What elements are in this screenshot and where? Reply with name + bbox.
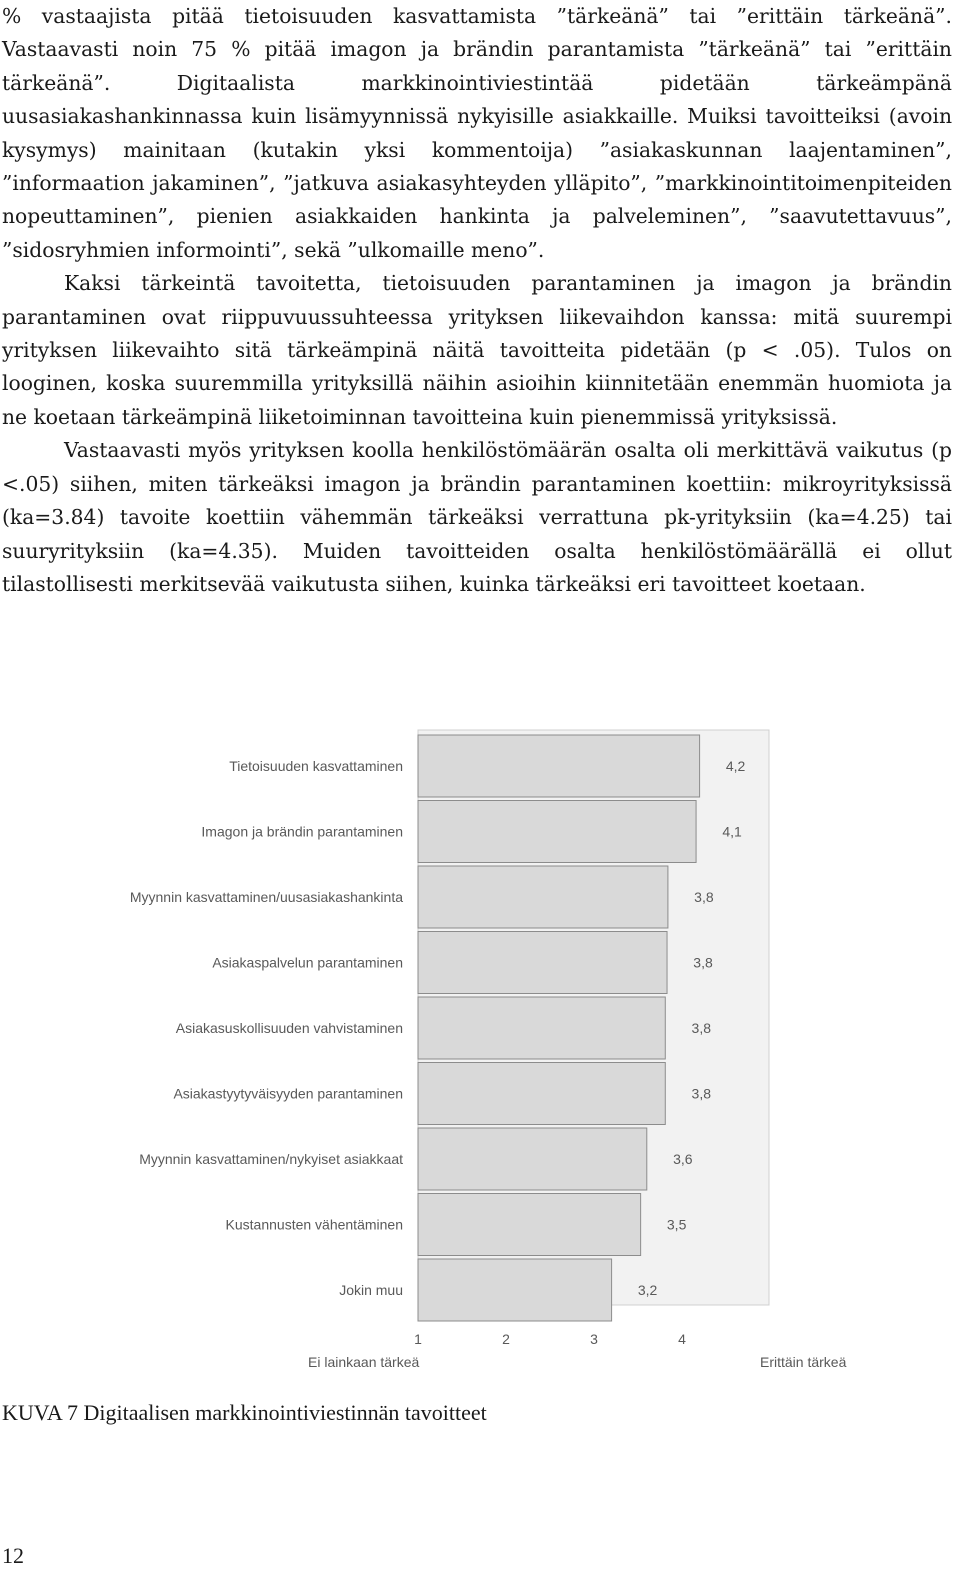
bar-8 [418,1194,641,1256]
data-label-6: 3,8 [691,1085,712,1102]
data-label-9: 3,2 [637,1282,658,1298]
x-tick-2: 2 [502,1331,510,1347]
bar-3 [418,866,668,928]
category-label-9: Jokin muu [339,1282,403,1298]
bar-chart-svg [108,727,847,1377]
category-label-1: Tietoisuuden kasvattaminen [229,758,403,774]
paragraph-2: Kaksi tärkeintä tavoitetta, tietoisuuden parantaminen ja imagon ja brändin parantaminen ovat riippuvuussuhteessa yrityksen liikevaihdon kanssa: mitä suurempi yrityksen liikevaihto sitä tärkeämpinä näitä tavoitteita pidetään (p < .05). Tulos on looginen, koska suuremmilla yrityksillä näihin asioihin kiinnitetään enemmän huomiota ja ne koetaan tärkeämpinä liiketoiminnan tavoitteina kuin pienemmissä yrityksissä. [2,271,952,429]
bar-6 [418,1063,665,1125]
x-tick-1: 1 [414,1331,422,1347]
x-tick-3: 3 [590,1331,598,1347]
data-label-4: 3,8 [693,954,713,971]
data-label-3: 3,8 [694,889,714,905]
bar-7 [418,1128,647,1190]
data-label-5: 3,8 [691,1020,712,1036]
category-label-7: Myynnin kasvattaminen/nykyiset asiakkaat [139,1151,403,1167]
bar-2 [418,801,696,863]
bar-chart [108,727,847,1377]
data-label-2: 4,1 [722,823,742,840]
category-label-2: Imagon ja brändin parantaminen [201,823,403,840]
x-left-label: Ei lainkaan tärkeä [308,1354,420,1370]
data-label-1: 4,2 [725,758,746,774]
figure-caption: KUVA 7 Digitaalisen markkinointiviestinnän tavoitteet [2,1400,487,1425]
paragraph-3: Vastaavasti myös yrityksen koolla henkilöstömäärän osalta oli merkittävä vaikutus (p <.05) siihen, miten tärkeäksi imagon ja brändin parantaminen koettiin: mikroyrityksissä (ka=3.84) tavoite koettiin vähemmän tärkeäksi verrattuna pk-yrityksiin (ka=4.25) tai suuryrityksiin (ka=4.35). Muiden tavoitteiden osalta henkilöstömäärällä ei ollut tilastollisesti merkitsevää vaikutusta siihen, kuinka tärkeäksi eri tavoitteet koetaan. [2,438,952,596]
category-label-3: Myynnin kasvattaminen/uusasiakashankinta [129,889,403,905]
category-label-4: Asiakaspalvelun parantaminen [212,954,403,971]
page-number: 12 [2,1543,24,1568]
x-tick-4: 4 [678,1331,686,1347]
data-label-8: 3,5 [666,1216,687,1233]
category-label-5: Asiakasuskollisuuden vahvistaminen [175,1020,403,1036]
body-text [2,0,952,601]
data-label-7: 3,6 [673,1151,693,1167]
bar-1 [418,735,700,797]
bar-9 [418,1259,612,1321]
bar-5 [418,997,665,1059]
category-label-6: Asiakastyytyväisyyden parantaminen [173,1085,403,1102]
x-right-label: Erittäin tärkeä [760,1354,847,1370]
bar-4 [418,932,667,994]
category-label-8: Kustannusten vähentäminen [225,1216,403,1233]
paragraph-1: % vastaajista pitää tietoisuuden kasvattamista ”tärkeänä” tai ”erittäin tärkeänä”. Vastaavasti noin 75 % pitää imagon ja brändin parantamista ”tärkeänä” tai ”erittäin tärkeänä”. Digitaalista markkinointiviestintää pidetään tärkeämpänä uusasiakashankinnassa kuin lisämyynnissä nykyisille asiakkaille. Muiksi tavoitteiksi (avoin kysymys) mainitaan (kutakin yksi kommentoija) ”asiakaskunnan laajentaminen”, ”informaation jakaminen”, ”jatkuva asiakasyhteyden ylläpito”, ”markkinointitoimenpiteiden nopeuttaminen”, pienien asiakkaiden hankinta ja palveleminen”, ”saavutettavuus”, ”sidosryhmien informointi”, sekä ”ulkomaille meno”. [2,4,952,262]
